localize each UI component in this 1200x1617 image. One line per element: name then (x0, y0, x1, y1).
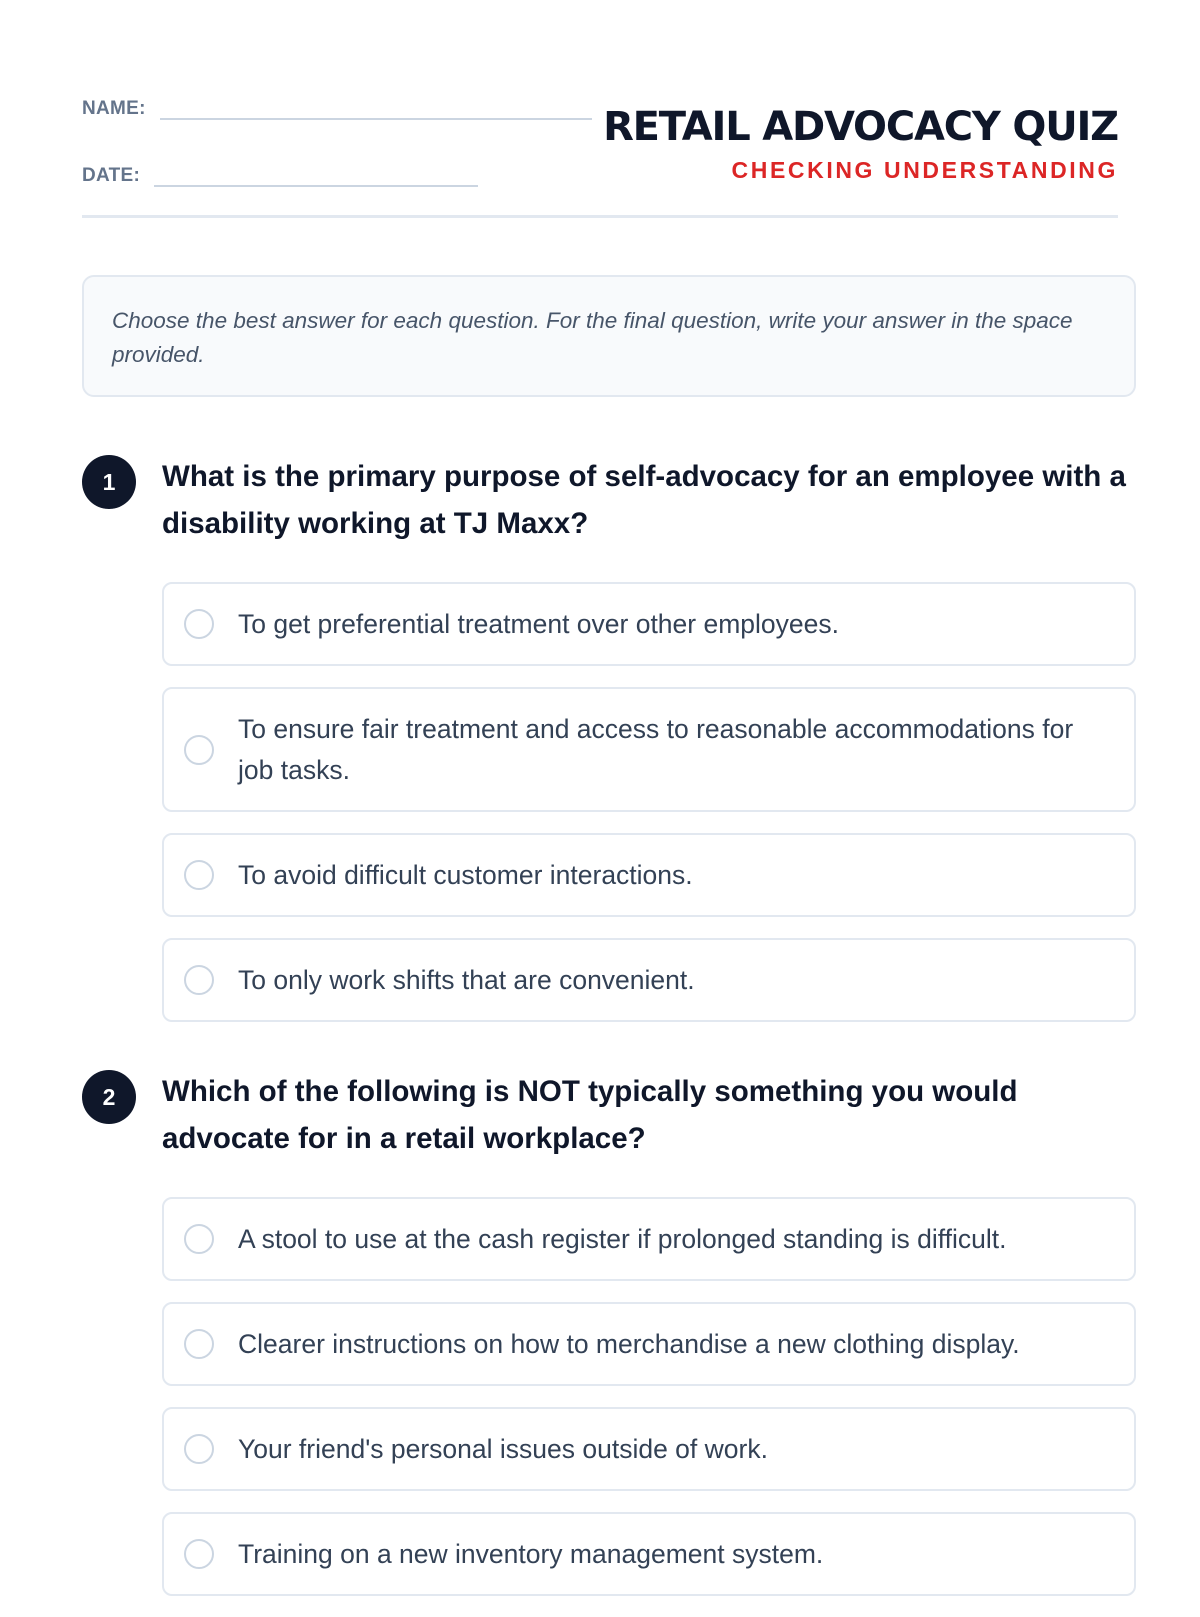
answer-option-label: To ensure fair treatment and access to reasonable accommodations for job tasks. (238, 713, 1074, 785)
radio-button[interactable] (184, 735, 214, 765)
name-field-row (82, 88, 592, 120)
answer-option[interactable] (162, 1512, 1136, 1596)
page-subtitle: CHECKING UNDERSTANDING (731, 157, 1118, 183)
answer-option[interactable] (162, 938, 1136, 1022)
question-2 (82, 1068, 1136, 1617)
answer-option-label: A stool to use at the cash register if prolonged standing is difficult. (238, 1223, 1007, 1254)
question-text: What is the primary purpose of self-advocacy for an employee with a disability working at TJ Maxx? (162, 460, 1126, 540)
answer-option-label: To avoid difficult customer interactions. (238, 859, 693, 890)
question-header (82, 453, 1136, 547)
answer-option[interactable] (162, 1407, 1136, 1491)
answer-options (162, 582, 1136, 1022)
radio-button[interactable] (184, 1539, 214, 1569)
question-number-badge: 1 (82, 455, 136, 509)
radio-button[interactable] (184, 965, 214, 995)
question-number-badge: 2 (82, 1070, 136, 1124)
name-label: NAME: (82, 98, 146, 119)
instructions-box (82, 275, 1136, 397)
title-block (603, 103, 1118, 183)
radio-button[interactable] (184, 860, 214, 890)
date-label: DATE: (82, 165, 141, 186)
instructions-text: Choose the best answer for each question. For the final question, write your answer in the space provided. (112, 308, 1073, 367)
date-field-row (82, 155, 478, 187)
answer-option-label: Training on a new inventory management system. (238, 1538, 824, 1569)
date-input-line[interactable] (154, 155, 478, 187)
question-text: Which of the following is NOT typically something you would advocate for in a retail workplace? (162, 1075, 1018, 1155)
answer-option-label: Clearer instructions on how to merchandise a new clothing display. (238, 1328, 1020, 1359)
answer-option-label: To only work shifts that are convenient. (238, 964, 695, 995)
answer-options (162, 1197, 1136, 1596)
question-header (82, 1068, 1136, 1162)
answer-option[interactable] (162, 833, 1136, 917)
answer-option[interactable] (162, 1197, 1136, 1281)
answer-option[interactable] (162, 1302, 1136, 1386)
page-title: RETAIL ADVOCACY QUIZ (603, 104, 1118, 150)
radio-button[interactable] (184, 609, 214, 639)
radio-button[interactable] (184, 1434, 214, 1464)
question-1 (82, 453, 1136, 1043)
radio-button[interactable] (184, 1224, 214, 1254)
quiz-header (82, 0, 1118, 218)
answer-option-label: To get preferential treatment over other employees. (238, 608, 839, 639)
name-input-line[interactable] (160, 88, 592, 120)
radio-button[interactable] (184, 1329, 214, 1359)
answer-option-label: Your friend's personal issues outside of work. (238, 1433, 768, 1464)
answer-option[interactable] (162, 687, 1136, 812)
answer-option[interactable] (162, 582, 1136, 666)
